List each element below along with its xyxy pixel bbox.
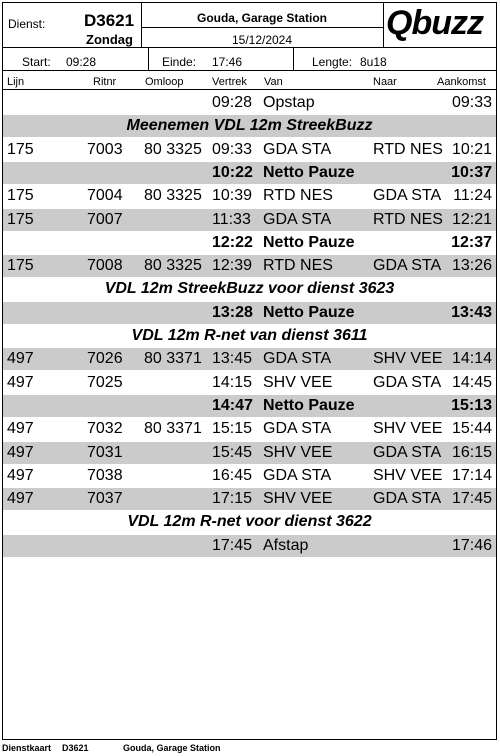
cell-label: Netto Pauze (263, 397, 355, 414)
cell-naar: GDA STA (373, 374, 442, 391)
column-header-divider (2, 89, 497, 90)
einde-label: Einde: (162, 55, 197, 69)
cell-vertrek: 15:15 (212, 420, 253, 437)
cell-van: Afstap (263, 537, 309, 554)
cell-van: GDA STA (263, 141, 332, 158)
cell-aankomst: 14:45 (451, 374, 492, 391)
cell-van: SHV VEE (263, 490, 333, 507)
cell-vertrek: 14:15 (212, 374, 253, 391)
pause-row (3, 162, 496, 184)
cell-aankomst: 13:26 (451, 257, 492, 274)
col-omloop: Omloop (145, 76, 184, 88)
cell-omloop: 80 3325 (144, 141, 202, 158)
cell-lijn: 175 (7, 257, 34, 274)
lengte-value: 8u18 (360, 55, 387, 69)
cell-vertrek: 17:45 (212, 537, 253, 554)
cell-vertrek: 10:39 (212, 187, 253, 204)
footer-station: Gouda, Garage Station (123, 743, 221, 753)
header-divider-6 (293, 47, 294, 70)
footer-code: D3621 (62, 743, 89, 753)
cell-aankomst: 13:43 (451, 304, 492, 321)
cell-vertrek: 11:33 (212, 211, 251, 228)
lengte-label: Lengte: (312, 55, 353, 69)
cell-aankomst: 11:24 (453, 187, 492, 204)
cell-ritnr: 7004 (87, 187, 123, 204)
col-aankomst: Aankomst (437, 76, 486, 88)
brand-logo: Qbuzz (386, 4, 483, 42)
cell-lijn: 497 (7, 350, 34, 367)
cell-label: Netto Pauze (263, 304, 355, 321)
cell-ritnr: 7025 (87, 374, 123, 391)
cell-naar: RTD NES (373, 141, 443, 158)
trip-row (3, 418, 496, 440)
pause-row (3, 395, 496, 417)
cell-lijn: 497 (7, 490, 34, 507)
cell-aankomst: 17:45 (451, 490, 492, 507)
header-divider-3 (383, 2, 384, 47)
trip-row (3, 209, 496, 231)
col-van: Van (264, 76, 283, 88)
cell-omloop: 80 3371 (144, 350, 202, 367)
start-label: Start: (22, 55, 51, 69)
header-divider-2 (141, 27, 383, 28)
cell-naar: RTD NES (373, 211, 443, 228)
start-value: 09:28 (66, 55, 97, 69)
cell-omloop: 80 3325 (144, 187, 202, 204)
cell-aankomst: 15:13 (451, 397, 492, 414)
cell-van: GDA STA (263, 350, 332, 367)
station-name: Gouda, Garage Station (196, 11, 328, 25)
cell-van: GDA STA (263, 420, 332, 437)
cell-aankomst: 17:14 (451, 467, 492, 484)
dienst-code: D3621 (84, 11, 135, 30)
cell-van: SHV VEE (263, 444, 333, 461)
cell-ritnr: 7037 (87, 490, 123, 507)
cell-lijn: 497 (7, 374, 34, 391)
cell-lijn: 497 (7, 467, 34, 484)
cell-naar: GDA STA (373, 490, 442, 507)
trip-row (3, 535, 496, 557)
cell-ritnr: 7007 (87, 211, 123, 228)
cell-vertrek: 09:33 (212, 141, 253, 158)
cell-naar: GDA STA (373, 257, 442, 274)
cell-ritnr: 7031 (87, 444, 123, 461)
cell-label: Netto Pauze (263, 164, 355, 181)
section-band: VDL 12m R-net voor dienst 3622 (127, 513, 372, 530)
pause-row (3, 302, 496, 324)
section-band: VDL 12m R-net van dienst 3611 (131, 327, 368, 344)
cell-ritnr: 7038 (87, 467, 123, 484)
cell-van: RTD NES (263, 257, 333, 274)
cell-van: GDA STA (263, 211, 332, 228)
cell-vertrek: 13:45 (212, 350, 253, 367)
footer-label: Dienstkaart (2, 743, 52, 753)
cell-naar: SHV VEE (373, 350, 443, 367)
cell-naar: SHV VEE (373, 467, 443, 484)
cell-vertrek: 15:45 (212, 444, 253, 461)
cell-aankomst: 12:37 (451, 234, 492, 251)
trip-row (3, 255, 496, 277)
cell-vertrek: 10:22 (212, 164, 253, 181)
trip-row (3, 465, 496, 487)
trip-row (3, 488, 496, 510)
cell-aankomst: 15:44 (451, 420, 492, 437)
cell-aankomst: 16:15 (451, 444, 492, 461)
section-band: VDL 12m StreekBuzz voor dienst 3623 (104, 280, 395, 297)
cell-lijn: 497 (7, 420, 34, 437)
day-label: Zondag (86, 32, 133, 47)
trip-row (3, 348, 496, 370)
cell-lijn: 175 (7, 211, 34, 228)
cell-vertrek: 12:39 (212, 257, 253, 274)
col-vertrek: Vertrek (212, 76, 247, 88)
col-ritnr: Ritnr (93, 76, 117, 88)
cell-van: RTD NES (263, 187, 333, 204)
cell-aankomst: 12:21 (451, 211, 492, 228)
cell-vertrek: 12:22 (212, 234, 253, 251)
trip-row (3, 139, 496, 161)
cell-lijn: 497 (7, 444, 34, 461)
cell-aankomst: 14:14 (451, 350, 492, 367)
cell-omloop: 80 3371 (144, 420, 202, 437)
col-lijn: Lijn (7, 76, 25, 88)
header-divider-4 (2, 47, 497, 48)
dienst-label: Dienst: (8, 17, 46, 31)
cell-van: GDA STA (263, 467, 332, 484)
header-divider-5 (148, 47, 149, 70)
trip-row (3, 92, 496, 114)
cell-aankomst: 10:37 (451, 164, 492, 181)
cell-vertrek: 13:28 (212, 304, 253, 321)
cell-van: Opstap (263, 94, 315, 111)
section-band: Meenemen VDL 12m StreekBuzz (3, 115, 496, 137)
cell-naar: GDA STA (373, 444, 442, 461)
cell-lijn: 175 (7, 141, 34, 158)
einde-value: 17:46 (212, 55, 243, 69)
cell-aankomst: 17:46 (451, 537, 492, 554)
cell-naar: SHV VEE (373, 420, 443, 437)
cell-vertrek: 17:15 (212, 490, 253, 507)
cell-aankomst: 09:33 (451, 94, 492, 111)
trip-row (3, 442, 496, 464)
cell-vertrek: 16:45 (212, 467, 253, 484)
cell-vertrek: 14:47 (212, 397, 253, 414)
cell-van: SHV VEE (263, 374, 333, 391)
header-divider-7 (2, 70, 497, 71)
cell-naar: GDA STA (373, 187, 442, 204)
trip-row (3, 185, 496, 207)
cell-ritnr: 7003 (87, 141, 123, 158)
cell-omloop: 80 3325 (144, 257, 202, 274)
col-naar: Naar (373, 76, 397, 88)
cell-ritnr: 7008 (87, 257, 123, 274)
pause-row (3, 232, 496, 254)
cell-aankomst: 10:21 (451, 141, 492, 158)
date-label: 15/12/2024 (231, 33, 293, 47)
cell-vertrek: 09:28 (212, 94, 253, 111)
cell-ritnr: 7026 (87, 350, 123, 367)
cell-lijn: 175 (7, 187, 34, 204)
cell-ritnr: 7032 (87, 420, 123, 437)
trip-row (3, 372, 496, 394)
cell-label: Netto Pauze (263, 234, 355, 251)
